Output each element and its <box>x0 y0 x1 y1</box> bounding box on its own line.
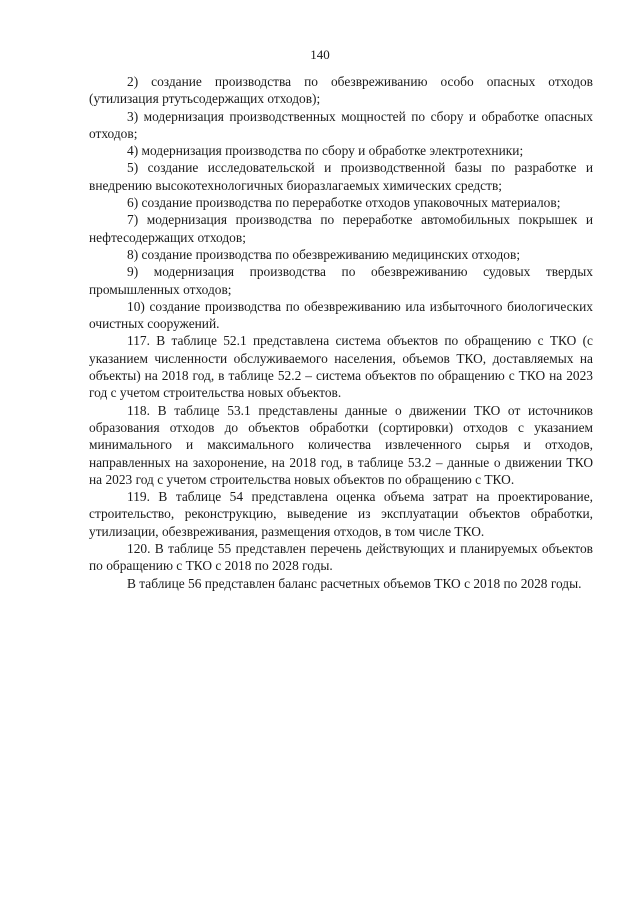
paragraph-118: 118. В таблице 53.1 представлены данные о движении ТКО от источников образования отходов до объектов обработки (сортировки) отходов с указанием минимального и максимального количества извлеченного сырья и отходов, направленных на захоронение, на 2018 год, в таблице 53.2 – данные о движении ТКО на 2023 год с учетом строительства новых объектов по обращению с ТКО. <box>89 402 593 487</box>
paragraph-item-6: 6) создание производства по переработке отходов упаковочных материалов; <box>127 195 561 211</box>
paragraph-120: 120. В таблице 55 представлен перечень действующих и планируемых объектов по обращению с ТКО с 2018 по 2028 годы. <box>89 541 593 574</box>
page-number: 140 <box>310 47 330 62</box>
paragraph-item-7: 7) модернизация производства по переработке автомобильных покрышек и нефтесодержащих отходов; <box>89 212 593 245</box>
paragraph-117: 117. В таблице 52.1 представлена система объектов по обращению с ТКО (с указанием численности обслуживаемого населения, объемов ТКО, доставляемых на объекты) на 2018 год, в таблице 52.2 – система объектов по обращению с ТКО на 2023 год с учетом строительства новых объектов. <box>89 333 593 401</box>
paragraph-item-8: 8) создание производства по обезвреживанию медицинских отходов; <box>127 246 521 262</box>
paragraph-119: 119. В таблице 54 представлена оценка объема затрат на проектирование, строительство, реконструкцию, выведение из эксплуатации объектов обработки, утилизации, обезвреживания, размещения отходов, в том числе ТКО. <box>89 489 593 539</box>
paragraph-item-5: 5) создание исследовательской и производственной базы по разработке и внедрению высокотехнологичных биоразлагаемых химических средств; <box>89 160 593 193</box>
paragraph-item-3: 3) модернизация производственных мощностей по сбору и обработке опасных отходов; <box>89 108 593 141</box>
paragraph-item-10: 10) создание производства по обезвреживанию ила избыточного биологических очистных сооружений. <box>89 298 593 332</box>
paragraph-item-2: 2) создание производства по обезвреживанию особо опасных отходов (утилизация ртутьсодержащих отходов); <box>89 74 593 107</box>
body-text <box>89 73 593 592</box>
paragraph-item-9: 9) модернизация производства по обезвреживанию судовых твердых промышленных отходов; <box>89 264 593 297</box>
paragraph-item-4: 4) модернизация производства по сбору и обработке электротехники; <box>127 143 524 159</box>
paragraph-table-56: В таблице 56 представлен баланс расчетных объемов ТКО с 2018 по 2028 годы. <box>127 575 582 591</box>
